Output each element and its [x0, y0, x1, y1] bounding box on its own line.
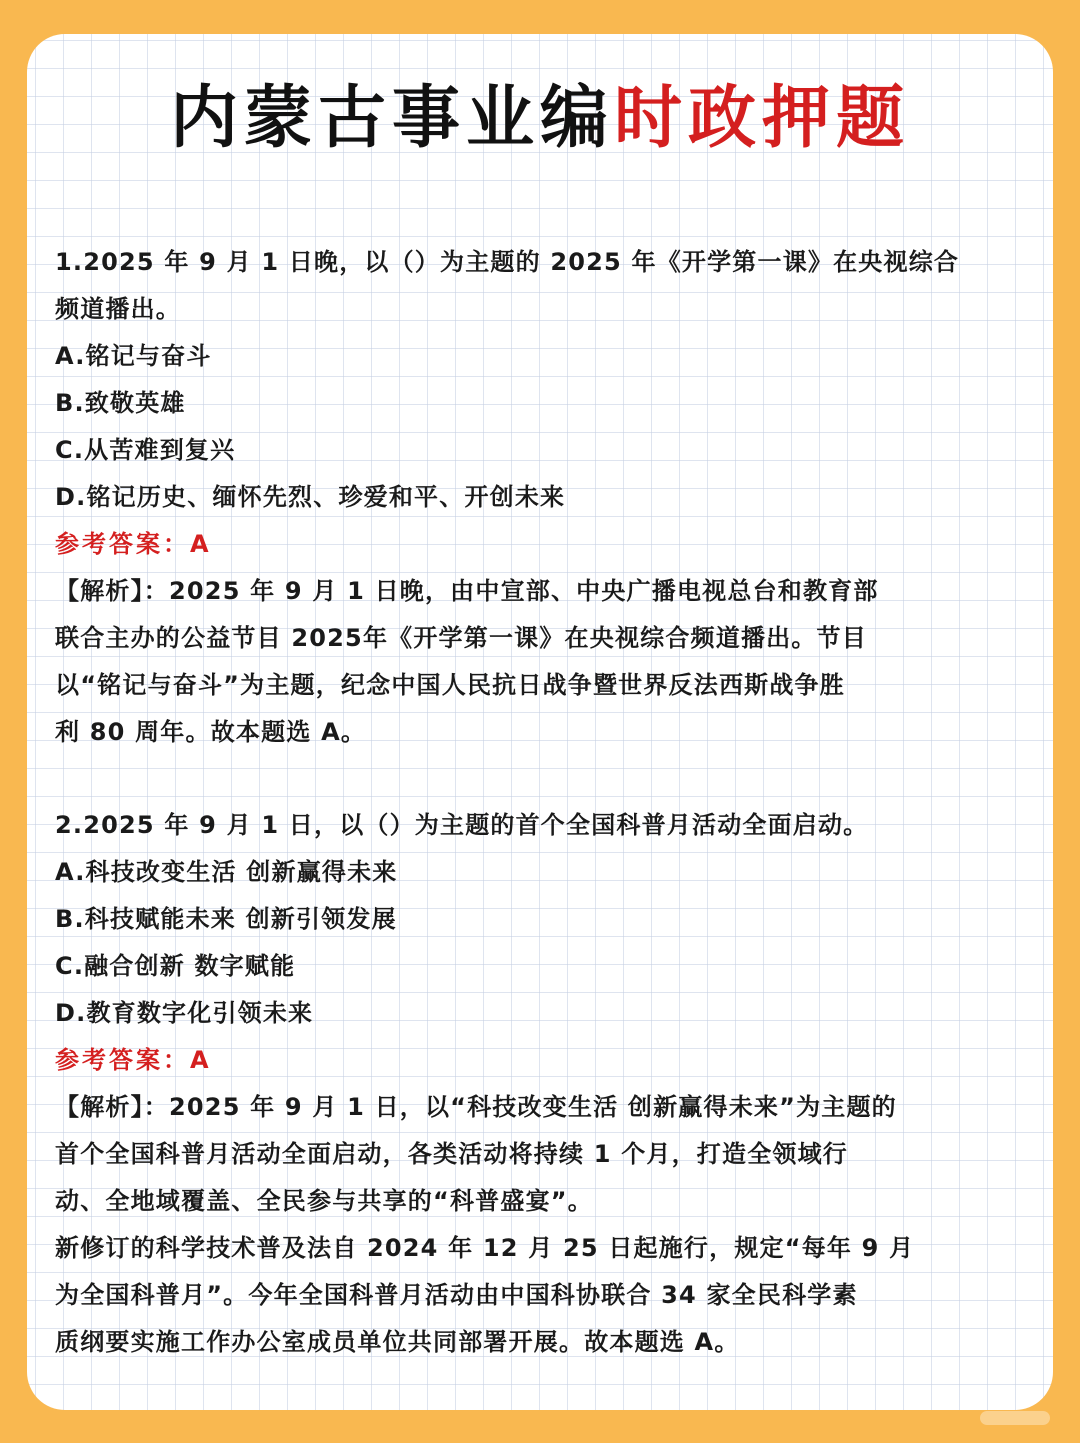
- question-2: [55, 802, 1040, 1366]
- analysis-line: 动、全地域覆盖、全民参与共享的“科普盛宴”。: [55, 1187, 593, 1215]
- question-1: [55, 239, 1040, 756]
- page-title: [27, 74, 1053, 164]
- option-c: C.从苦难到复兴: [55, 436, 236, 464]
- analysis-line: 质纲要实施工作办公室成员单位共同部署开展。故本题选 A。: [55, 1328, 740, 1356]
- question-spacer: [55, 756, 1040, 802]
- question-stem-line: 2.2025 年 9 月 1 日，以（）为主题的首个全国科普月活动全面启动。: [55, 811, 869, 839]
- analysis-line: 以“铭记与奋斗”为主题，纪念中国人民抗日战争暨世界反法西斯战争胜: [55, 671, 845, 699]
- option-c: C.融合创新 数字赋能: [55, 952, 296, 980]
- option-b: B.科技赋能未来 创新引领发展: [55, 905, 397, 933]
- question-stem-line: 频道播出。: [55, 295, 181, 323]
- analysis-line: 联合主办的公益节目 2025年《开学第一课》在央视综合频道播出。节目: [55, 624, 867, 652]
- title-main: 内蒙古事业编: [169, 79, 614, 158]
- option-a: A.科技改变生活 创新赢得未来: [55, 858, 398, 886]
- option-b: B.致敬英雄: [55, 389, 186, 417]
- option-a: A.铭记与奋斗: [55, 342, 212, 370]
- reference-answer: 参考答案：A: [55, 1046, 212, 1074]
- analysis-line: 新修订的科学技术普及法自 2024 年 12 月 25 日起施行，规定“每年 9 月: [55, 1234, 915, 1262]
- analysis-line: 为全国科普月”。今年全国科普月活动由中国科协联合 34 家全民科学素: [55, 1281, 858, 1309]
- option-d: D.铭记历史、缅怀先烈、珍爱和平、开创未来: [55, 483, 566, 511]
- title-highlight: 时政押题: [614, 79, 911, 158]
- document-card: [27, 34, 1053, 1410]
- analysis-line: 利 80 周年。故本题选 A。: [55, 718, 367, 746]
- analysis-line: 【解析】：2025 年 9 月 1 日，以“科技改变生活 创新赢得未来”为主题的: [55, 1093, 897, 1121]
- question-stem-line: 1.2025 年 9 月 1 日晚，以（）为主题的 2025 年《开学第一课》在央视综合: [55, 248, 960, 276]
- analysis-line: 【解析】：2025 年 9 月 1 日晚，由中宣部、中央广播电视总台和教育部: [55, 577, 879, 605]
- option-d: D.教育数字化引领未来: [55, 999, 314, 1027]
- reference-answer: 参考答案：A: [55, 530, 212, 558]
- question-list: [55, 239, 1040, 1366]
- watermark-badge: [980, 1411, 1050, 1425]
- analysis-line: 首个全国科普月活动全面启动，各类活动将持续 1 个月，打造全领域行: [55, 1140, 849, 1168]
